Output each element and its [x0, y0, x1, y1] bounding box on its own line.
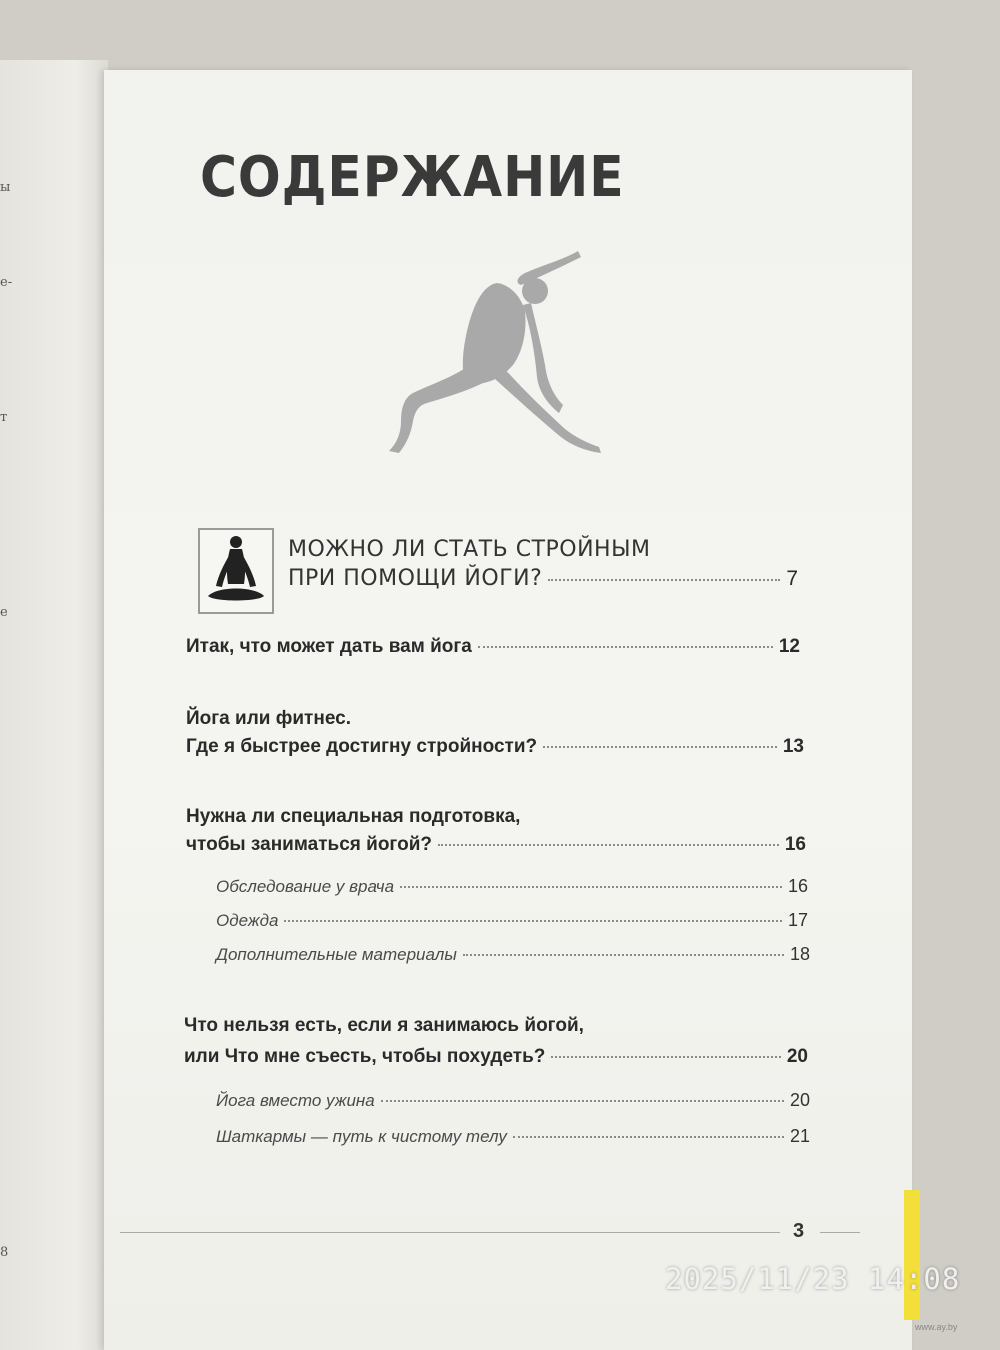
dot-leader	[438, 844, 779, 846]
meditation-figure-icon	[198, 528, 274, 614]
toc-subentry-label: Дополнительные материалы	[216, 945, 457, 964]
yoga-pose-figure-icon	[375, 245, 605, 460]
dot-leader	[548, 579, 780, 581]
watermark: www.ay.by	[915, 1322, 958, 1332]
toc-intro-entry	[288, 566, 798, 591]
toc-entry-label: или Что мне съесть, чтобы похудеть?	[184, 1046, 546, 1067]
dot-leader	[463, 954, 784, 956]
toc-entry-line-1: Что нельзя есть, если я занимаюсь йогой,	[184, 1015, 584, 1036]
dot-leader	[284, 920, 782, 922]
toc-entry	[186, 834, 806, 856]
toc-page-number: 17	[787, 910, 808, 930]
left-page-fragment: т	[0, 410, 8, 425]
toc-page-number: 20	[789, 1090, 810, 1110]
left-page-fragment: 8	[0, 1245, 9, 1260]
toc-subentry	[216, 1090, 810, 1111]
toc-page-number: 16	[787, 876, 808, 896]
dot-leader	[381, 1100, 784, 1102]
page-number: 3	[793, 1220, 805, 1242]
dot-leader	[400, 886, 782, 888]
toc-entry-label: чтобы заниматься йогой?	[186, 834, 432, 855]
toc-page-number: 20	[786, 1046, 808, 1067]
toc-page-number: 12	[778, 636, 800, 657]
toc-subentry	[216, 876, 808, 897]
toc-intro-line-1: МОЖНО ЛИ СТАТЬ СТРОЙНЫМ	[288, 537, 651, 562]
dot-leader	[513, 1136, 784, 1138]
toc-entry-line-1: Нужна ли специальная подготовка,	[186, 806, 521, 827]
toc-page-number: 18	[789, 944, 810, 964]
toc-entry	[186, 636, 800, 658]
toc-intro-line-2: ПРИ ПОМОЩИ ЙОГИ?	[288, 566, 543, 591]
dot-leader	[478, 646, 773, 648]
toc-entry	[186, 736, 804, 758]
toc-subentry-label: Обследование у врача	[216, 877, 395, 896]
footer-rule	[120, 1232, 780, 1233]
toc-page-number: 21	[789, 1126, 810, 1146]
toc-entry-label: Итак, что может дать вам йога	[186, 636, 472, 657]
toc-subentry	[216, 1126, 810, 1147]
left-page-fragment: е	[0, 605, 8, 620]
dot-leader	[551, 1056, 780, 1058]
toc-subentry	[216, 944, 810, 965]
toc-subentry	[216, 910, 808, 931]
toc-subentry-label: Шаткармы — путь к чистому телу	[216, 1127, 507, 1146]
toc-page-number: 7	[786, 567, 798, 590]
toc-subentry-label: Одежда	[216, 911, 279, 930]
toc-subentry-label: Йога вместо ужина	[216, 1091, 375, 1110]
toc-page-number: 13	[782, 736, 804, 757]
toc-page-number: 16	[784, 834, 806, 855]
left-page	[0, 60, 108, 1350]
toc-entry-line-1: Йога или фитнес.	[186, 708, 351, 729]
left-page-fragment: е-	[0, 275, 13, 290]
page-title: СОДЕРЖАНИЕ	[200, 145, 625, 210]
yellow-tab	[904, 1190, 920, 1320]
toc-entry	[184, 1046, 808, 1068]
photo-timestamp: 2025/11/23 14:08	[665, 1262, 961, 1296]
left-page-fragment: ы	[0, 180, 11, 195]
dot-leader	[543, 746, 777, 748]
toc-entry-label: Где я быстрее достигну стройности?	[186, 736, 538, 757]
footer-rule	[820, 1232, 860, 1233]
